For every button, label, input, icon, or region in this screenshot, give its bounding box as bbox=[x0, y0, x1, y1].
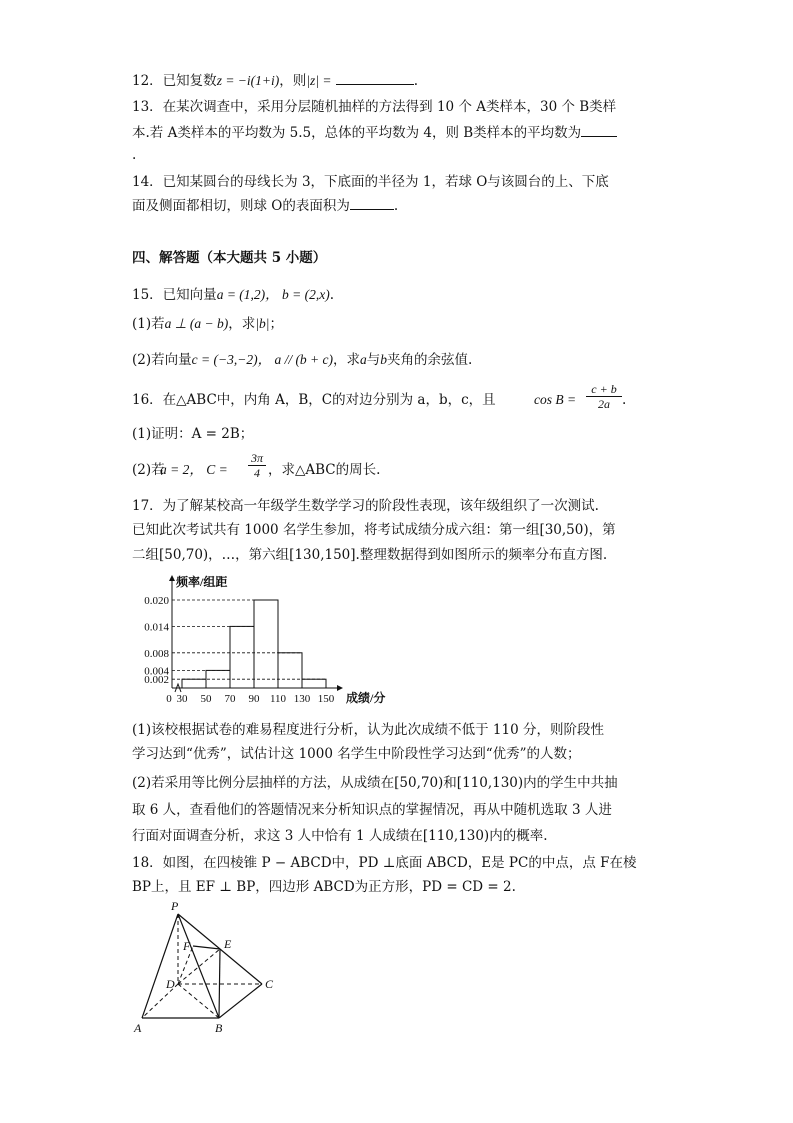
q16-end: . bbox=[622, 392, 627, 408]
q15-part-2-condition: c = (−3,−2)， a // (b + c) bbox=[191, 352, 334, 367]
vertex-P-label: P bbox=[171, 899, 179, 913]
q16-part-2-ask: ，求△ABC的周长. bbox=[268, 462, 381, 478]
q15-part-1-target: |b| bbox=[255, 316, 270, 331]
q12-text-b: ，则 bbox=[279, 73, 307, 89]
answer-blank bbox=[350, 195, 394, 210]
histogram-bar bbox=[302, 679, 326, 688]
q15-end: . bbox=[329, 287, 335, 303]
histogram-bar bbox=[182, 679, 206, 688]
q16-fraction-numerator: c + b bbox=[586, 382, 622, 397]
q14-line-2-text: 面及侧面都相切，则球 O的表面积为 bbox=[132, 198, 350, 214]
q15-part-2-and: 与 bbox=[366, 352, 381, 368]
vertex-C-label: C bbox=[265, 977, 274, 991]
pyramid-figure bbox=[128, 898, 288, 1038]
q18-line-1: 18．如图，在四棱锥 P − ABCD中，PD ⊥底面 ABCD，E是 PC的中点，点 F在棱 bbox=[132, 855, 637, 871]
vertex-A-label: A bbox=[134, 1021, 142, 1035]
q16-angle-denominator: 4 bbox=[254, 466, 260, 480]
q16-angle-fraction bbox=[248, 451, 266, 480]
q13-line-3: . bbox=[132, 147, 137, 163]
q17-line-2: 已知此次考试共有 1000 名学生参加，将考试成绩分成六组：第一组[30,50)，第 bbox=[132, 522, 616, 538]
x-tick-label: 30 bbox=[176, 693, 188, 705]
edge-BC bbox=[219, 984, 262, 1018]
histogram-bar bbox=[278, 653, 302, 688]
x-tick-label: 70 bbox=[224, 693, 236, 705]
x-tick-label: 130 bbox=[293, 693, 311, 705]
q16-fraction-denominator: 2a bbox=[598, 397, 610, 411]
histogram-bar bbox=[230, 626, 254, 688]
q15-part-1-end: ； bbox=[269, 316, 283, 332]
y-tick-label: 0.020 bbox=[144, 595, 169, 607]
edge-PB bbox=[178, 914, 219, 1018]
q12-equation-2: |z| = bbox=[306, 73, 332, 88]
q16-fraction bbox=[586, 382, 622, 411]
q15-line-1 bbox=[132, 285, 334, 305]
q12-text-c: . bbox=[413, 73, 419, 89]
q16-angle-numerator: 3π bbox=[248, 451, 266, 466]
vertex-B-label: B bbox=[215, 1021, 223, 1035]
q16-part-2-condition: a = 2， C = bbox=[160, 462, 228, 477]
x-tick-label: 0 bbox=[166, 693, 172, 705]
q15-part-2-vec-a: a bbox=[360, 352, 367, 367]
q14-line-2-end: . bbox=[393, 198, 399, 214]
answer-blank bbox=[581, 122, 617, 137]
q18-line-2: BP上，且 EF ⊥ BP，四边形 ABCD为正方形，PD = CD = 2. bbox=[132, 879, 516, 895]
q15-part-2-end: 夹角的余弦值. bbox=[387, 352, 473, 368]
q15-vector-defs: a = (1,2)， b = (2,x) bbox=[216, 287, 330, 302]
q15-part-2 bbox=[132, 350, 472, 370]
q15-part-1-label: (1)若 bbox=[132, 316, 165, 332]
q17-line-3: 二组[50,70)，…，第六组[130,150].整理数据得到如图所示的频率分布直方图. bbox=[132, 547, 608, 563]
q15-text: 15．已知向量 bbox=[132, 287, 217, 303]
vertex-E-label: E bbox=[224, 937, 232, 951]
vertex-D-label: D bbox=[166, 977, 175, 991]
q15-part-1-ask: ，求 bbox=[228, 316, 256, 332]
y-axis-arrow bbox=[169, 575, 175, 581]
q16-text: 16．在△ABC中，内角 A，B，C的对边分别为 a，b，c，且 bbox=[132, 392, 496, 408]
x-axis-title: 成绩/分 bbox=[346, 691, 386, 705]
x-axis-arrow bbox=[337, 685, 343, 691]
x-tick-label: 50 bbox=[200, 693, 212, 705]
q17-part-1-line-1: (1)该校根据试卷的难易程度进行分析，认为此次成绩不低于 110 分，则阶段性 bbox=[132, 722, 604, 738]
q13-line-1: 13．在某次调查中，采用分层随机抽样的方法得到 10 个 A类样本，30 个 B类样 bbox=[132, 99, 617, 115]
histogram-bar bbox=[254, 600, 278, 688]
q13-line-2 bbox=[132, 122, 617, 143]
q14-line-2 bbox=[132, 195, 398, 216]
y-axis-title: 频率/组距 bbox=[176, 575, 228, 589]
y-tick-label: 0.008 bbox=[144, 647, 169, 660]
q15-part-2-label: (2)若向量 bbox=[132, 352, 192, 368]
q15-part-2-ask: ，求 bbox=[333, 352, 361, 368]
section-4-heading: 四、解答题（本大题共 5 小题） bbox=[132, 250, 327, 266]
q15-part-1-condition: a ⊥ (a − b) bbox=[164, 316, 229, 331]
q17-part-1-line-2: 学习达到“优秀”，试估计这 1000 名学生中阶段性学习达到“优秀”的人数； bbox=[132, 746, 581, 762]
q16-part-1: (1)证明：A = 2B； bbox=[132, 426, 254, 442]
q15-part-1 bbox=[132, 314, 283, 334]
q12-equation: z = −i(1+i) bbox=[216, 73, 280, 88]
edge-EB bbox=[219, 949, 220, 1018]
y-tick-label: 0.004 bbox=[144, 665, 169, 678]
y-tick-label: 0.014 bbox=[144, 621, 169, 634]
question-12 bbox=[132, 70, 418, 91]
edge-PA bbox=[142, 914, 178, 1018]
edge-FE bbox=[193, 946, 220, 949]
q15-part-2-vec-b: b bbox=[380, 352, 388, 367]
q17-part-2-line-2: 取 6 人，查看他们的答题情况来分析知识点的掌握情况，再从中随机选取 3 人进 bbox=[132, 802, 612, 818]
x-tick-label: 90 bbox=[248, 693, 260, 705]
q17-part-2-line-3: 行面对面调查分析，求这 3 人中恰有 1 人成绩在[110,130)内的概率. bbox=[132, 828, 548, 844]
q12-text-a: 12．已知复数 bbox=[132, 73, 217, 89]
y-tick-label: 0.002 bbox=[144, 674, 169, 687]
q16-cos-b: cos B = bbox=[534, 392, 577, 407]
vertex-F-label: F bbox=[183, 939, 191, 953]
frequency-histogram bbox=[132, 572, 422, 714]
q17-part-2-line-1: (2)若采用等比例分层抽样的方法，从成绩在[50,70)和[110,130)内的学生中共抽 bbox=[132, 775, 618, 791]
x-tick-label: 150 bbox=[317, 693, 335, 705]
q17-line-1: 17．为了解某校高一年级学生数学学习的阶段性表现，该年级组织了一次测试. bbox=[132, 498, 599, 514]
q14-line-1: 14．已知某圆台的母线长为 3，下底面的半径为 1，若球 O与该圆台的上、下底 bbox=[132, 174, 609, 190]
q16-part-2-label: (2)若 bbox=[132, 462, 165, 478]
x-tick-label: 110 bbox=[269, 693, 287, 705]
answer-blank bbox=[336, 70, 414, 85]
q13-line-2-text: 本.若 A类样本的平均数为 5.5，总体的平均数为 4，则 B类样本的平均数为 bbox=[132, 125, 582, 141]
